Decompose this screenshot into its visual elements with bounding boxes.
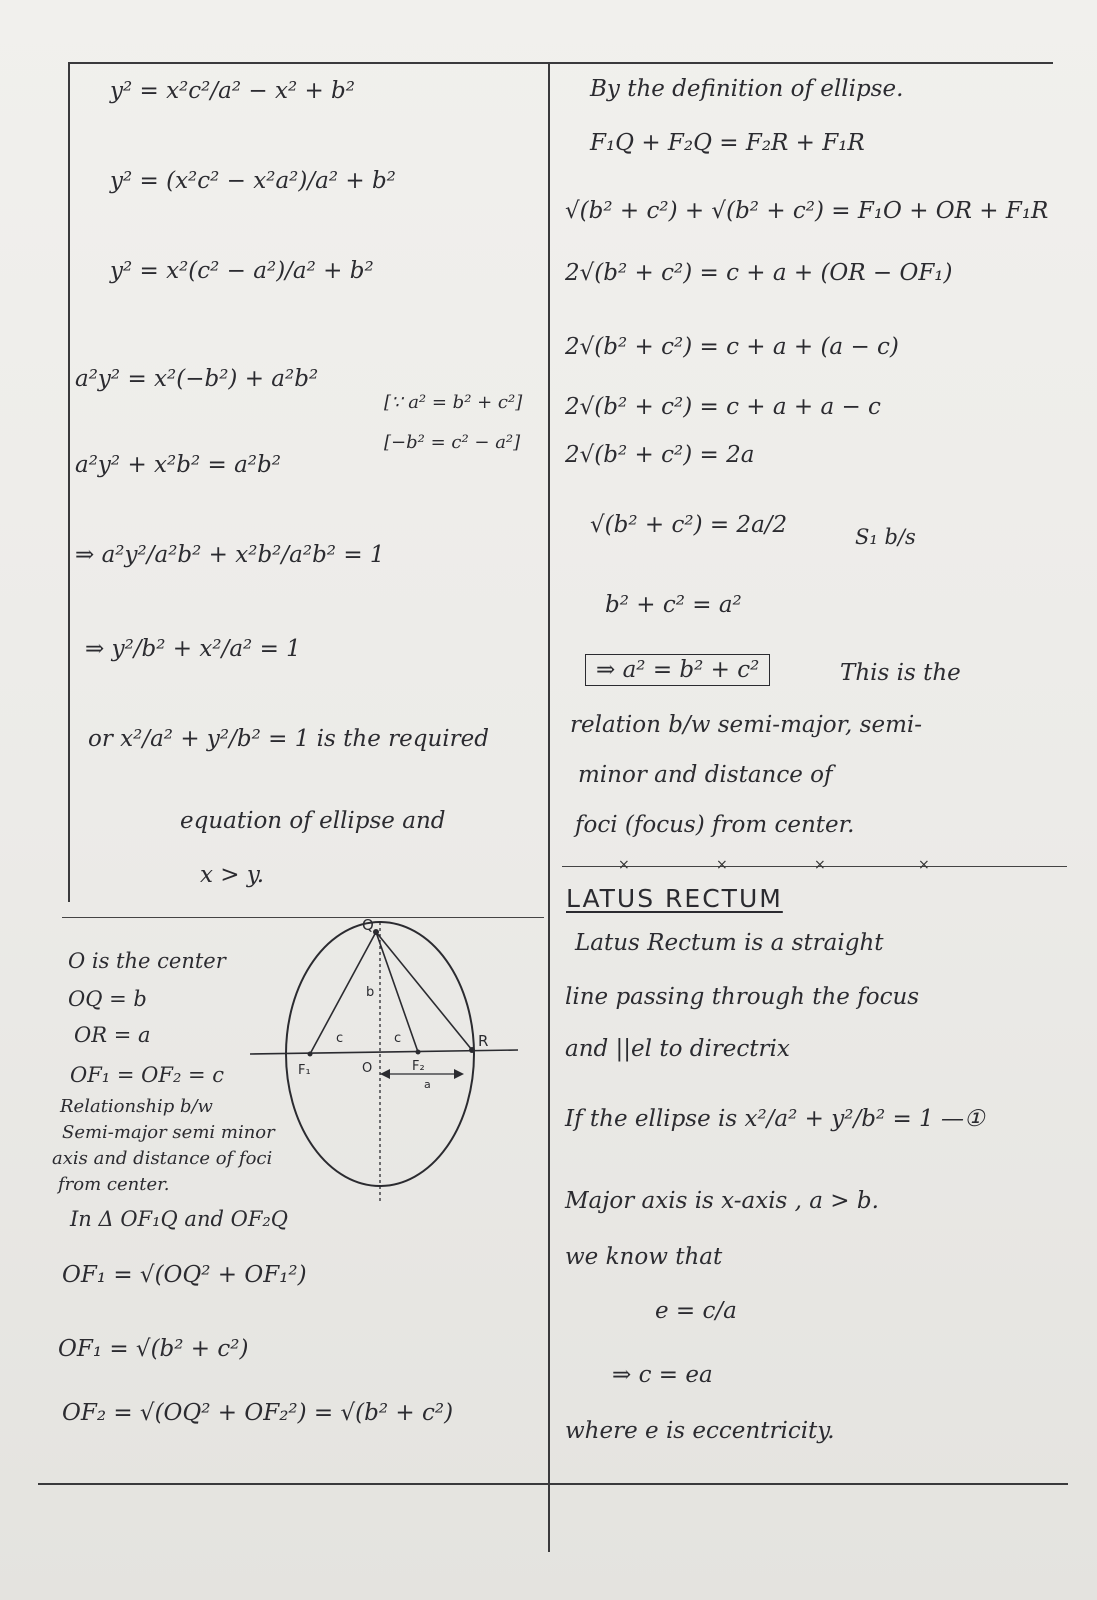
label-q: Q: [362, 916, 374, 934]
note-center: O is the center: [68, 949, 226, 973]
label-c-left: c: [336, 1031, 344, 1046]
point-r: [469, 1047, 475, 1053]
right-line-1: By the definition of ellipse.: [590, 76, 904, 102]
right-line-6: 2√(b² + c²) = c + a + a − c: [565, 394, 881, 420]
right-line-5: 2√(b² + c²) = c + a + (a − c): [565, 334, 899, 360]
right-note-s1: S₁ b/s: [855, 525, 916, 549]
latus-line-1: Latus Rectum is a straight: [575, 930, 884, 956]
right-line-11: This is the: [840, 660, 961, 686]
left-line-1: y² = x²c²/a² − x² + b²: [110, 78, 356, 104]
note-triangle: In Δ OF₁Q and OF₂Q: [70, 1207, 289, 1231]
latus-line-9: where e is eccentricity.: [565, 1418, 835, 1444]
label-b: b: [366, 985, 375, 1000]
bracket-note-2: [−b² = c² − a²]: [384, 432, 521, 453]
label-c-right: c: [394, 1031, 402, 1046]
note-relationship-1: Relationship b/w: [60, 1096, 213, 1117]
note-of: OF₁ = OF₂ = c: [70, 1063, 225, 1087]
a-arrow-head-right: [454, 1069, 464, 1079]
note-of1-a: OF₁ = √(OQ² + OF₁²): [62, 1262, 307, 1288]
frame-top-rule: [68, 62, 1053, 64]
note-relationship-3: axis and distance of foci: [52, 1148, 273, 1169]
separator-mark-3: ×: [814, 857, 826, 873]
latus-line-4: If the ellipse is x²/a² + y²/b² = 1 —①: [565, 1106, 985, 1132]
major-axis-line: [250, 1050, 518, 1054]
a-arrow-head-left: [380, 1069, 390, 1079]
label-r: R: [478, 1032, 489, 1050]
point-f2: [416, 1050, 421, 1055]
note-relationship-4: from center.: [58, 1174, 170, 1195]
right-line-10: ⇒ a² = b² + c²: [585, 654, 770, 686]
right-line-3: √(b² + c²) + √(b² + c²) = F₁O + OR + F₁R: [565, 198, 1049, 224]
separator-mark-2: ×: [716, 857, 728, 873]
latus-line-5: Major axis is x-axis , a > b.: [565, 1188, 879, 1214]
point-q: [373, 929, 379, 935]
latus-line-2: line passing through the focus: [565, 984, 920, 1010]
left-line-3: y² = x²(c² − a²)/a² + b²: [110, 258, 374, 284]
right-line-2: F₁Q + F₂Q = F₂R + F₁R: [590, 130, 865, 156]
right-line-13: minor and distance of: [578, 762, 833, 788]
left-line-2: y² = (x²c² − x²a²)/a² + b²: [110, 168, 396, 194]
left-line-9: equation of ellipse and: [180, 808, 446, 834]
note-or: OR = a: [74, 1023, 151, 1047]
right-line-8: √(b² + c²) = 2a/2: [590, 512, 788, 538]
left-line-8: or x²/a² + y²/b² = 1 is the required: [88, 726, 489, 752]
separator-mark-4: ×: [918, 857, 930, 873]
ellipse-diagram: [248, 912, 538, 1252]
bracket-note-1: [∵ a² = b² + c²]: [384, 392, 523, 413]
latus-line-8: ⇒ c = ea: [612, 1362, 713, 1388]
left-line-6: ⇒ a²y²/a²b² + x²b²/a²b² = 1: [75, 542, 385, 568]
frame-left-rule: [68, 62, 70, 902]
note-oq: OQ = b: [68, 987, 147, 1011]
right-line-9: b² + c² = a²: [605, 592, 742, 618]
label-f1: F₁: [298, 1063, 311, 1078]
left-line-10: x > y.: [200, 862, 265, 888]
separator-mark-1: ×: [618, 857, 630, 873]
column-divider: [548, 62, 550, 1552]
note-of1-b: OF₁ = √(b² + c²): [58, 1336, 249, 1362]
frame-bottom-rule: [38, 1483, 1068, 1485]
left-line-4: a²y² = x²(−b²) + a²b²: [75, 366, 319, 392]
left-line-7: ⇒ y²/b² + x²/a² = 1: [85, 636, 301, 662]
label-o: O: [362, 1061, 373, 1076]
latus-rectum-title: LATUS RECTUM: [566, 884, 783, 913]
right-line-12: relation b/w semi-major, semi-: [570, 712, 923, 738]
line-q-r: [376, 932, 472, 1050]
right-line-4: 2√(b² + c²) = c + a + (OR − OF₁): [565, 260, 953, 286]
right-line-14: foci (focus) from center.: [575, 812, 855, 838]
label-a: a: [424, 1078, 431, 1091]
left-line-5: a²y² + x²b² = a²b²: [75, 452, 281, 478]
note-of2: OF₂ = √(OQ² + OF₂²) = √(b² + c²): [62, 1400, 454, 1426]
right-line-7: 2√(b² + c²) = 2a: [565, 442, 755, 468]
label-f2: F₂: [412, 1059, 425, 1074]
point-f1: [308, 1052, 313, 1057]
note-relationship-2: Semi-major semi minor: [62, 1122, 275, 1143]
latus-line-6: we know that: [565, 1244, 723, 1270]
latus-line-3: and ||el to directrix: [565, 1036, 790, 1062]
latus-line-7: e = c/a: [655, 1298, 737, 1324]
